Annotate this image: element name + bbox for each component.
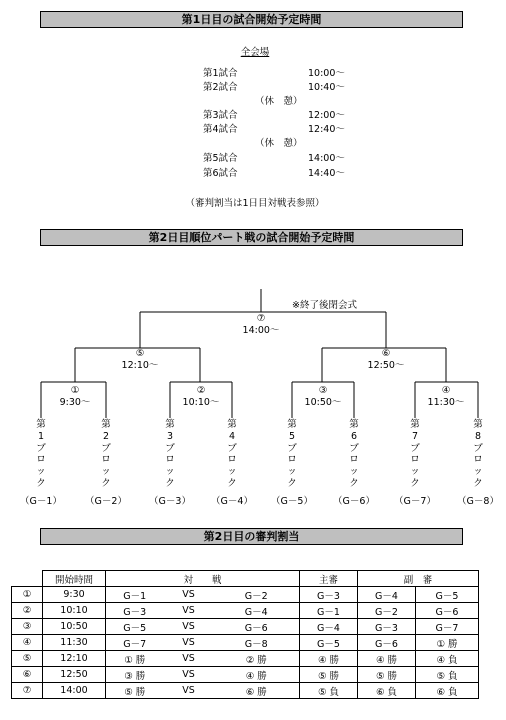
group-label-4: （G－4）: [211, 496, 253, 507]
day1-row-label: 第4試合: [203, 124, 238, 135]
block-label-2: 第 2 ブ ロ ッ ク: [101, 419, 111, 489]
day1-break: （休 憩）: [255, 96, 303, 107]
day1-title: 第1日目の試合開始予定時間: [181, 13, 322, 26]
day1-row-time: 10:00～: [308, 68, 345, 79]
day1-row-label: 第5試合: [203, 153, 238, 164]
day2-title: 第2日目順位パート戦の試合開始予定時間: [148, 231, 355, 244]
day1-row-time: 12:00～: [308, 110, 345, 121]
final-match-number: ⑦: [256, 313, 266, 324]
qf-match-number: ①: [70, 385, 80, 396]
group-label-8: （G－8）: [457, 496, 499, 507]
block-label-4: 第 4 ブ ロ ッ ク: [227, 419, 237, 489]
block-label-6: 第 6 ブ ロ ッ ク: [349, 419, 359, 489]
block-label-1: 第 1 ブ ロ ッ ク: [36, 419, 46, 489]
final-match-time: 14:00～: [242, 325, 280, 336]
day1-break: （休 憩）: [255, 138, 303, 149]
table-row: ② 10:10 G－3 VS G－4 G－1 G－2 G－6: [12, 603, 479, 619]
block-label-5: 第 5 ブ ロ ッ ク: [287, 419, 297, 489]
semi-match-time: 12:50～: [367, 360, 405, 371]
semi-match-number: ⑤: [135, 348, 145, 359]
table-row: ① 9:30 G－1 VS G－2 G－3 G－4 G－5: [12, 587, 479, 603]
table-row: ⑥ 12:50 ③ 勝 VS ④ 勝 ⑤ 勝 ⑤ 勝 ⑤ 負: [12, 667, 479, 683]
qf-match-number: ②: [196, 385, 206, 396]
day1-row-label: 第2試合: [203, 82, 238, 93]
day1-row-time: 14:40～: [308, 168, 345, 179]
group-label-5: （G－5）: [271, 496, 313, 507]
table-row: ⑦ 14:00 ⑤ 勝 VS ⑥ 勝 ⑤ 負 ⑥ 負 ⑥ 負: [12, 683, 479, 699]
referee-table: [11, 570, 479, 699]
group-label-1: （G－1）: [20, 496, 62, 507]
closing-note: ※終了後閉会式: [292, 300, 357, 311]
header-sub-referee: 副 審: [358, 571, 479, 587]
block-label-8: 第 8 ブ ロ ッ ク: [473, 419, 483, 489]
qf-match-time: 10:50～: [304, 397, 342, 408]
table-row: ④ 11:30 G－7 VS G－8 G－5 G－6 ① 勝: [12, 635, 479, 651]
day1-venue: 全会場: [240, 47, 270, 58]
day1-row-time: 14:00～: [308, 153, 345, 164]
qf-match-time: 10:10～: [182, 397, 220, 408]
block-label-3: 第 3 ブ ロ ッ ク: [165, 419, 175, 489]
header-match: 対 戦: [106, 571, 300, 587]
semi-match-number: ⑥: [381, 348, 391, 359]
day1-note: （審判割当は1日目対戦表参照）: [185, 198, 325, 209]
header-start-time: 開始時間: [43, 571, 106, 587]
day1-row-label: 第3試合: [203, 110, 238, 121]
table-header-row: [12, 571, 479, 587]
day1-row-time: 10:40～: [308, 82, 345, 93]
group-label-2: （G－2）: [85, 496, 127, 507]
day1-row-label: 第1試合: [203, 68, 238, 79]
qf-match-number: ③: [318, 385, 328, 396]
group-label-6: （G－6）: [333, 496, 375, 507]
group-label-7: （G－7）: [394, 496, 436, 507]
qf-match-time: 9:30～: [59, 397, 91, 408]
day1-row-time: 12:40～: [308, 124, 345, 135]
referee-title-bar: [40, 528, 463, 545]
qf-match-time: 11:30～: [427, 397, 465, 408]
table-row: ⑤ 12:10 ① 勝 VS ② 勝 ④ 勝 ④ 勝 ④ 負: [12, 651, 479, 667]
day1-row-label: 第6試合: [203, 168, 238, 179]
group-label-3: （G－3）: [149, 496, 191, 507]
header-chief-referee: 主審: [300, 571, 358, 587]
qf-match-number: ④: [441, 385, 451, 396]
block-label-7: 第 7 ブ ロ ッ ク: [410, 419, 420, 489]
referee-title: 第2日目の審判割当: [203, 530, 300, 543]
semi-match-time: 12:10～: [121, 360, 159, 371]
table-row: ③ 10:50 G－5 VS G－6 G－4 G－3 G－7: [12, 619, 479, 635]
